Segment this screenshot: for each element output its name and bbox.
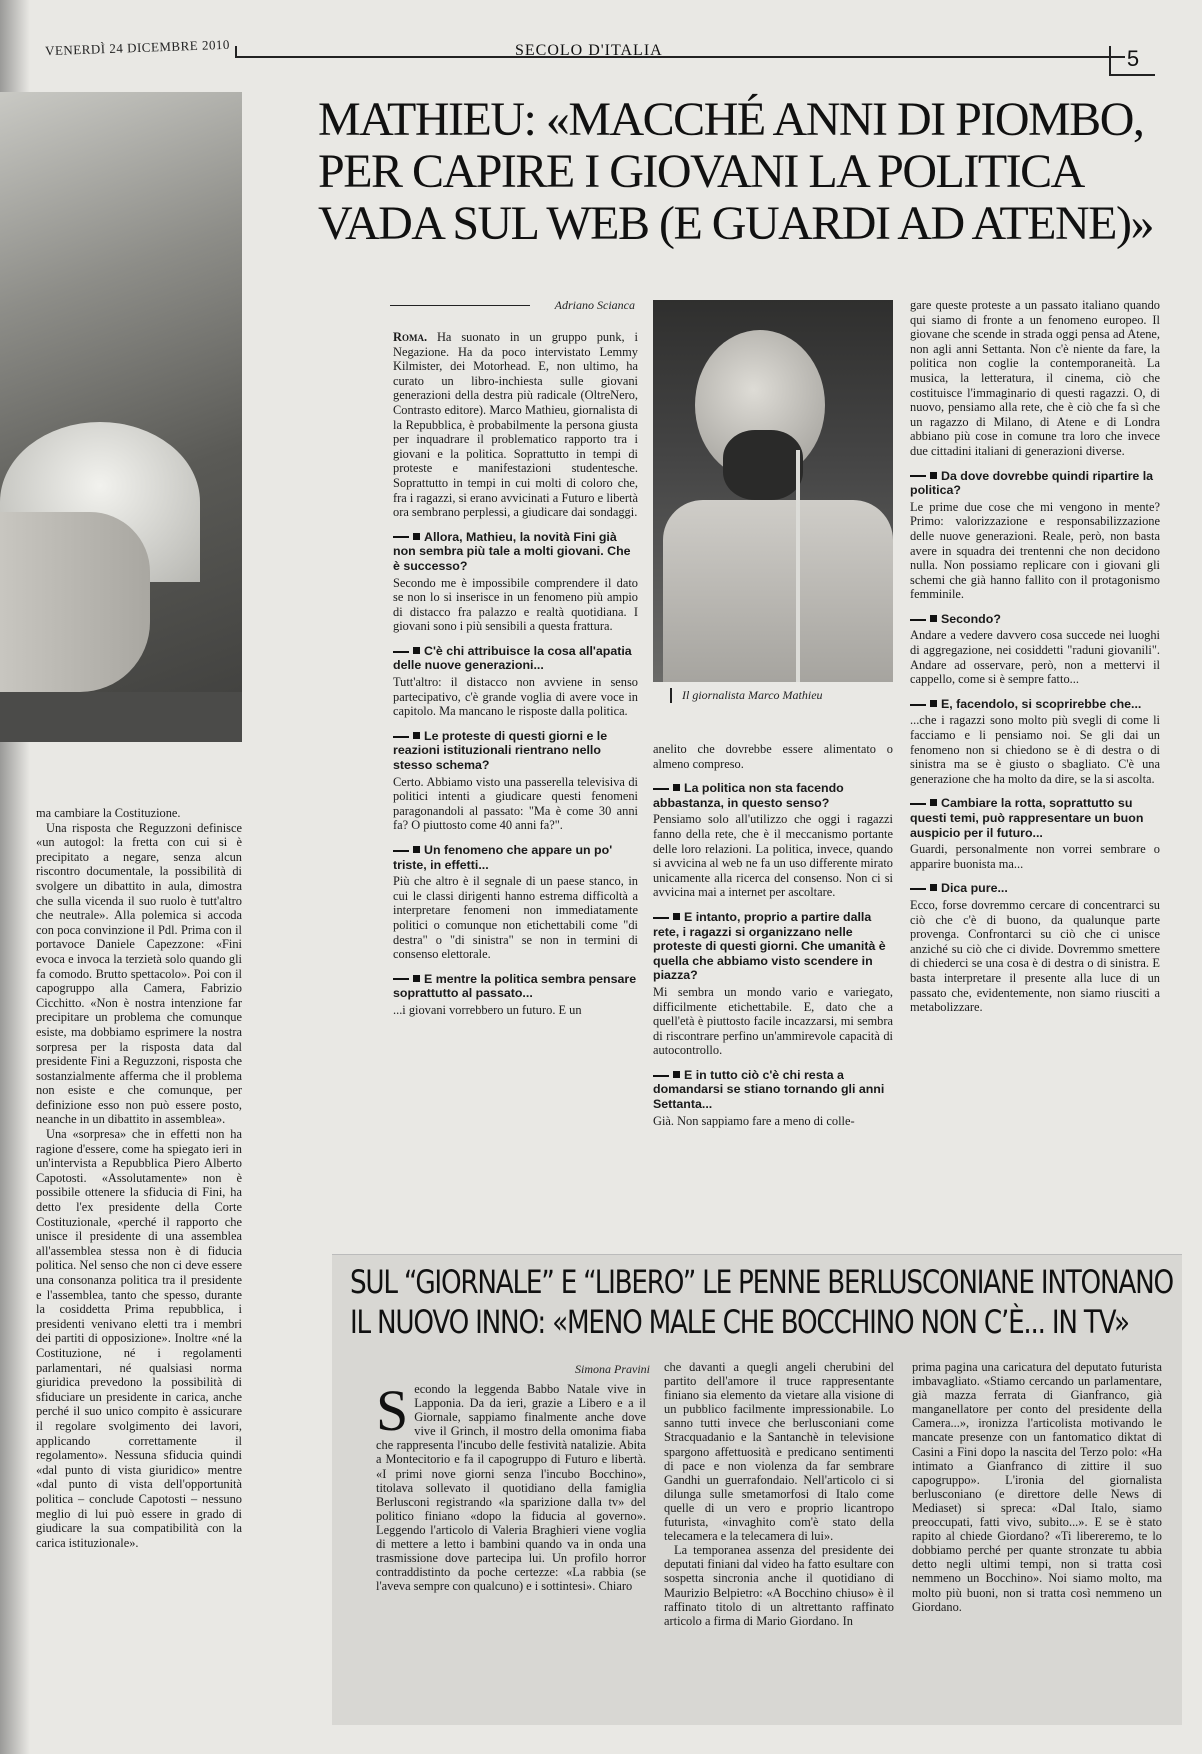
interview-answer: Mi sembra un mondo vario e variegato, difficilmente etichettabile. E, dato che a quell'età è piuttosto facile incazzarsi, mi sembra di riscontrare perfino un'ammirevole capacità di autocontrollo. (653, 984, 893, 1058)
question-dash (393, 651, 409, 653)
question-square (673, 784, 680, 791)
masthead-rule (235, 56, 1125, 58)
interview-answer: Già. Non sappiamo fare a meno di colle- (653, 1113, 855, 1128)
interview-answer: Secondo me è impossibile comprendere il dato se non lo si inserisce in un fenomeno più ampio di distacco fra palazzo e realtà quotidiana. I giovani sono i più sensibili a questa frattura. (393, 575, 638, 634)
interview-question (393, 729, 638, 773)
photo-politician (0, 92, 242, 742)
box-byline: Simona Pravini (575, 1362, 650, 1376)
question-text: E mentre la politica sembra pensare soprattutto al passato... (393, 971, 637, 1001)
box-text: econdo la leggenda Babbo Natale vive in Lapponia. Da da ieri, grazie a Libero e a il Giornale, sappiamo finalmente anche dove vive il Grinch, il mostro della omonima fiaba che rappresenta l'incubo delle festività natalizie. Abita a Montecitorio e fa il capogruppo di Futuro e libertà. «I primi nove giorni senza l'incubo Bocchino», titolava sollevato il quotidiano della famiglia Berlusconi registrando «la sparizione dalla tv» del politico finiano «dopo la fiducia al governo». Leggendo l'articolo di Valeria Braghieri viene voglia di mettere a letto i bambini quando va in onda una trasmissione dove partecipa lui. Un profilo horror contraddistinto da poche certezze: «La rabbia (se l'aveva sempre con qualcuno) e i sottintesi». Chiaro (376, 1382, 646, 1594)
interview-question (393, 644, 638, 673)
interview-answer: Guardi, personalmente non vorrei sembrare o apparire buonista ma... (910, 842, 1160, 871)
article-column-2 (653, 742, 893, 1128)
page-number: 5 (1109, 46, 1155, 76)
interview-question (653, 910, 893, 983)
interview-answer: ...che i ragazzi sono molto più svegli di come li facciamo e li pensiamo noi. Se gli dai un fenomeno non si chiedono se è di destra o di sinistra ma se è giusto o sbagliato. C'è una generazione che ha molto da dire, se la si ascolta. (910, 713, 1160, 786)
interview-answer: Ecco, forse dovremmo cercare di concentrarci su ciò che c'è di buono, da qualunque parte provenga. Confrontarci su ciò che ci unisce anziché su ciò che ci divide. Dovremmo smettere di chiederci se una cosa è di destra o di sinistra. E basta interpretare il presente alla luce di un passato che, evidentemente, non siamo riusciti a metabolizzare. (910, 897, 1160, 1015)
question-text: Cambiare la rotta, soprattutto su questi temi, può rappresentare un buon auspicio per il futuro... (910, 796, 1144, 840)
question-dash (910, 619, 926, 621)
question-dash (653, 917, 669, 919)
photo-detail-face (0, 512, 150, 692)
question-dash (910, 803, 926, 805)
question-text: E in tutto ciò c'è chi resta a domandarsi se stiano tornando gli anni Settanta... (653, 1067, 885, 1112)
question-square (413, 846, 420, 853)
question-dash (910, 704, 926, 706)
article-headline: MATHIEU: «MACCHÉ ANNI DI PIOMBO, PER CAPIRE I GIOVANI LA POLITICA VADA SUL WEB (E GUARDI AD ATENE)» (318, 93, 1153, 250)
interview-question (653, 781, 893, 810)
interview-question (653, 1068, 893, 1112)
paragraph: Una risposta che Reguzzoni definisce «un autogol: la fretta con cui si è precipitato a negare, senza alcun riscontro documentale, la possibilità di svolgere un dibattito in aula, dimostra che sulla vicenda il suo ruolo è tutt'altro che neutrale». Alla polemica si accoda con poca convinzione il Pdl. Prima con il portavoce Daniele Capezzone: «Fini evoca e invoca la terzietà solo quando gli fa comodo. Brutto spettacolo». Poi con il capogruppo alla Camera, Fabrizio Cicchitto. «Non è nostra intenzione far precipitare un problema che comunque esiste, ma dobbiamo esprimere la nostra sorpresa per la risposta data dal presidente Fini a Reguzzoni, risposta che sostanzialmente afferma che il problema non esiste e che comunque, per definizione esso non può essere posto, neanche in un dibattito in assemblea». (36, 820, 242, 1127)
interview-answer: Tutt'altro: il distacco non avviene in senso partecipativo, c'è grande voglia di avere voce in capitolo. Ma mancano le risposte dalla politica. (393, 675, 638, 719)
box-headline-line: IL NUOVO INNO: «MENO MALE CHE BOCCHINO NON C’È... IN TV» (350, 1303, 1129, 1341)
question-dash (393, 850, 409, 852)
box-paragraph: che davanti a quegli angeli cherubini del partito dell'amore il truce rappresentante finiano sia elemento da vietare alla visione di un pubblico facilmente impressionabile. Lo sanno tutti invece che berlusconiani come Stracquadanio e la Santanchè in televisione spargono affettuosità e predicano sentimenti di pace e non violenza da far sembrare Gandhi un guerrafondaio. Nell'articolo ci si dilunga sulle smetamorfosi di Italo come quelle di un vero e proprio licantropo futurista, «invaghito com'è stato della telecamera e la telecamera di lui». (664, 1360, 894, 1544)
column-continuation: anelito che dovrebbe essere alimentato o almeno compreso. (653, 742, 893, 771)
question-dash (910, 475, 926, 477)
interview-question (910, 469, 1160, 498)
paragraph: ma cambiare la Costituzione. (36, 806, 181, 820)
question-dash (393, 978, 409, 980)
box-column-1 (376, 1378, 646, 1594)
drop-cap: S (376, 1378, 409, 1443)
question-text: La politica non sta facendo abbastanza, in questo senso? (653, 781, 844, 810)
question-square (930, 884, 937, 891)
question-square (413, 732, 420, 739)
masthead-rule-tick (235, 46, 237, 58)
question-square (930, 472, 937, 479)
question-square (673, 913, 680, 920)
photo-detail-microphone (796, 450, 800, 682)
interview-question (393, 530, 638, 574)
qa-list (653, 781, 893, 1128)
article-byline: Adriano Scianca (390, 298, 635, 313)
photo-detail-suit (0, 692, 242, 742)
question-dash (653, 788, 669, 790)
photo-detail-shirt (663, 500, 893, 682)
masthead (45, 30, 1165, 74)
article-column-1 (393, 330, 638, 1018)
question-text: Dica pure... (941, 881, 1008, 896)
photo-detail-beard (723, 430, 803, 500)
question-square (930, 615, 937, 622)
question-square (930, 799, 937, 806)
interview-answer: Più che altro è il segnale di un paese stanco, in cui le classi dirigenti hanno estrema difficoltà a interpretare fenomeni non immediatamente politici o comunque non etichettabili come "di destra" o "di sinistra" se non in termini di consenso elettorale. (393, 874, 638, 962)
qa-list (910, 469, 1160, 1015)
box-headline-line: SUL “GIORNALE” E “LIBERO” LE PENNE BERLUSCONIANE INTONANO (350, 1263, 1173, 1301)
question-square (413, 647, 420, 654)
question-text: E intanto, proprio a partire dalla rete, i ragazzi si organizzano nelle proteste di questi giorni. Che umanità è quella che abbiamo visto scendere in piazza? (653, 909, 886, 983)
interview-question (393, 972, 638, 1001)
question-dash (910, 888, 926, 890)
article-column-3 (910, 298, 1160, 1015)
paper-name: SECOLO D'ITALIA (515, 42, 663, 59)
question-dash (393, 536, 409, 538)
photo-caption: Il giornalista Marco Mathieu (670, 688, 922, 703)
box-headline (350, 1262, 1173, 1342)
interview-answer: Andare a vedere davvero cosa succede nei luoghi di aggregazione, nei cosiddetti "raduni giovanili". Andare ad osservare, però, non a mettervi il cappello, come si è sempre fatto... (910, 628, 1160, 687)
box-column-3 (912, 1360, 1162, 1614)
box-column-2 (664, 1360, 894, 1628)
question-square (673, 1071, 680, 1078)
lead-city: Roma. (393, 330, 428, 344)
interview-question (910, 612, 1160, 627)
interview-question (910, 697, 1160, 712)
question-text: Da dove dovrebbe quindi ripartire la politica? (910, 468, 1154, 498)
left-article-column (36, 806, 242, 1550)
question-text: C'è chi attribuisce la cosa all'apatia delle nuove generazioni... (393, 643, 632, 673)
question-text: Allora, Mathieu, la novità Fini già non sembra più tale a molti giovani. Che è successo? (393, 529, 631, 573)
qa-list (393, 530, 638, 1018)
box-text: prima pagina una caricatura del deputato futurista imbavagliato. «Stiamo cercando un parlamentare, già mazza ferrata di Gianfranco, già manganellatore per conto del presidente della Camera...», ironizza l'articolista motivando le mancate presenze con un fantomatico diktat di Casini a Fini dopo la nascita del Terzo polo: «Ha intimato a Gianfranco di zittire il suo capogruppo». L'ironia del giornalista berlusconiano (e direttore delle News di Mediaset) si spreca: «Dal Italo, siamo preoccupati, fatti vivo, subito...». E se è stato rapito al chiede Giordano? «Ti libereremo, te lo dobbiamo perché per quante stronzate tu abbia detto negli ultimi tempi, non si tratta così nemmeno un Bocchino». Noi siamo molto, ma molto più buoni, non si tratta così nemmeno un Giordano. (912, 1360, 1162, 1614)
interview-question (910, 796, 1160, 840)
interview-answer: Pensiamo solo all'utilizzo che oggi i ragazzi fanno della rete, che è il meccanismo portante delle loro relazioni. La politica, invece, quando si avvicina al web ne fa un uso differente mirato unicamente alla ricerca del consenso. Non ci si avvicina mai a internet per ascoltare. (653, 812, 893, 900)
question-text: Le proteste di questi giorni e le reazioni istituzionali rientrano nello stesso schema? (393, 728, 608, 773)
question-square (930, 700, 937, 707)
article-lead-paragraph (393, 330, 638, 520)
column-continuation: gare queste proteste a un passato italiano quando qui siamo di fronte a un fenomeno europeo. Il giovane che scende in strada oggi pensa ad Atene, non agli anni Settanta. Non c'è niente da fare, la politica non coglie la contemporaneità. La musica, la letteratura, il cinema, ciò che costituisce l'immaginario di questi ragazzi. O, di nuovo, pensiamo alla rete, che è ciò che fa sì che un ragazzo di Milano, di Atene e di Londra abbiano più cose in comune tra loro che invece due cittadini italiani di generazioni diverse. (910, 298, 1160, 458)
issue-date: VENERDÌ 24 DICEMBRE 2010 (44, 36, 231, 59)
question-square (413, 975, 420, 982)
interview-question (910, 881, 1160, 896)
question-square (413, 533, 420, 540)
question-text: Un fenomeno che appare un po' triste, in effetti... (393, 843, 613, 872)
interview-answer: Certo. Abbiamo visto una passerella televisiva di politici intenti a giudicare questi fenomeni paragonandoli al passato: "Ma è come 30 anni fa? O piuttosto come 40 anni fa?". (393, 774, 638, 833)
interview-answer: Le prime due cose che mi vengono in mente? Primo: valorizzazione e responsabilizzazione delle nuove generazioni. Reale, però, non basta avere in squadra dei trentenni che non decidono nulla. Non possiamo replicare con i giovani gli schemi che già hanno fallito con il protagonismo femminile. (910, 499, 1160, 602)
box-paragraph: La temporanea assenza del presidente dei deputati finiani dal video ha fatto esultare con sospetta sincronia anche il quotidiano di Maurizio Belpietro: «A Bocchino chiuso» è il raffinato titolo di un altrettanto raffinato articolo a firma di Mario Giordano. In (664, 1543, 894, 1628)
question-text: E, facendolo, si scoprirebbe che... (941, 696, 1142, 711)
interview-answer: ...i giovani vorrebbero un futuro. E un (393, 1002, 582, 1017)
question-text: Secondo? (941, 611, 1001, 626)
interview-question (393, 843, 638, 872)
paragraph: Una «sorpresa» che in effetti non ha ragione d'essere, come ha spiegato ieri in un'intervista a Repubblica Piero Alberto Capotosti. «Assolutamente» non è possibile ottenere la sfiducia di Fini, ha detto l'ex presidente della Corte Costituzionale, «perché il rapporto che unisce il presidente di una assemblea all'assemblea stessa non è di fiducia politica. Nel senso che non ci deve essere una consonanza politica tra il presidente e l'assemblea, tanto che spesso, durante la cosiddetta Prima repubblica, i presidenti venivano eletti tra i membri dei partiti di opposizione». Inoltre «né la Costituzione, né i regolamenti parlamentari, né qualsiasi norma giuridica prevedono la possibilità di sfiduciare un presidente in carica, anche perché il suo unico compito è assicurare il regolare svolgimento dei lavori, applicando correttamente il regolamento». Nessuna sfiducia quindi «dal punto di vista giuridico» mentre «dal punto di vista dell'opportunità politica – conclude Capotosti – nessuno meglio di lui può essere in grado di giudicare la sua compatibilità con la carica istituzionale». (36, 1127, 242, 1550)
question-dash (653, 1075, 669, 1077)
lead-text: Ha suonato in un gruppo punk, i Negazione. Ha da poco intervistato Lemmy Kilmister, dei Motorhead. E, non ultimo, ha curato un libro-inchiesta sulle giovani generazioni della destra più radicale (OltreNero, Contrasto editore). Marco Mathieu, giornalista di la Repubblica, è probabilmente la persona giusta per inquadrare il problematico rapporto tra i giovani e la politica. Soprattutto in tempi di proteste e manifestazioni studentesche. Soprattutto in tempi in cui molti di coloro che, fra i ragazzi, si erano avvicinati a Futuro e libertà ora sembrano perplessi, a giudicare dai sondaggi. (393, 330, 638, 520)
photo-marco-mathieu (653, 300, 893, 682)
question-dash (393, 736, 409, 738)
